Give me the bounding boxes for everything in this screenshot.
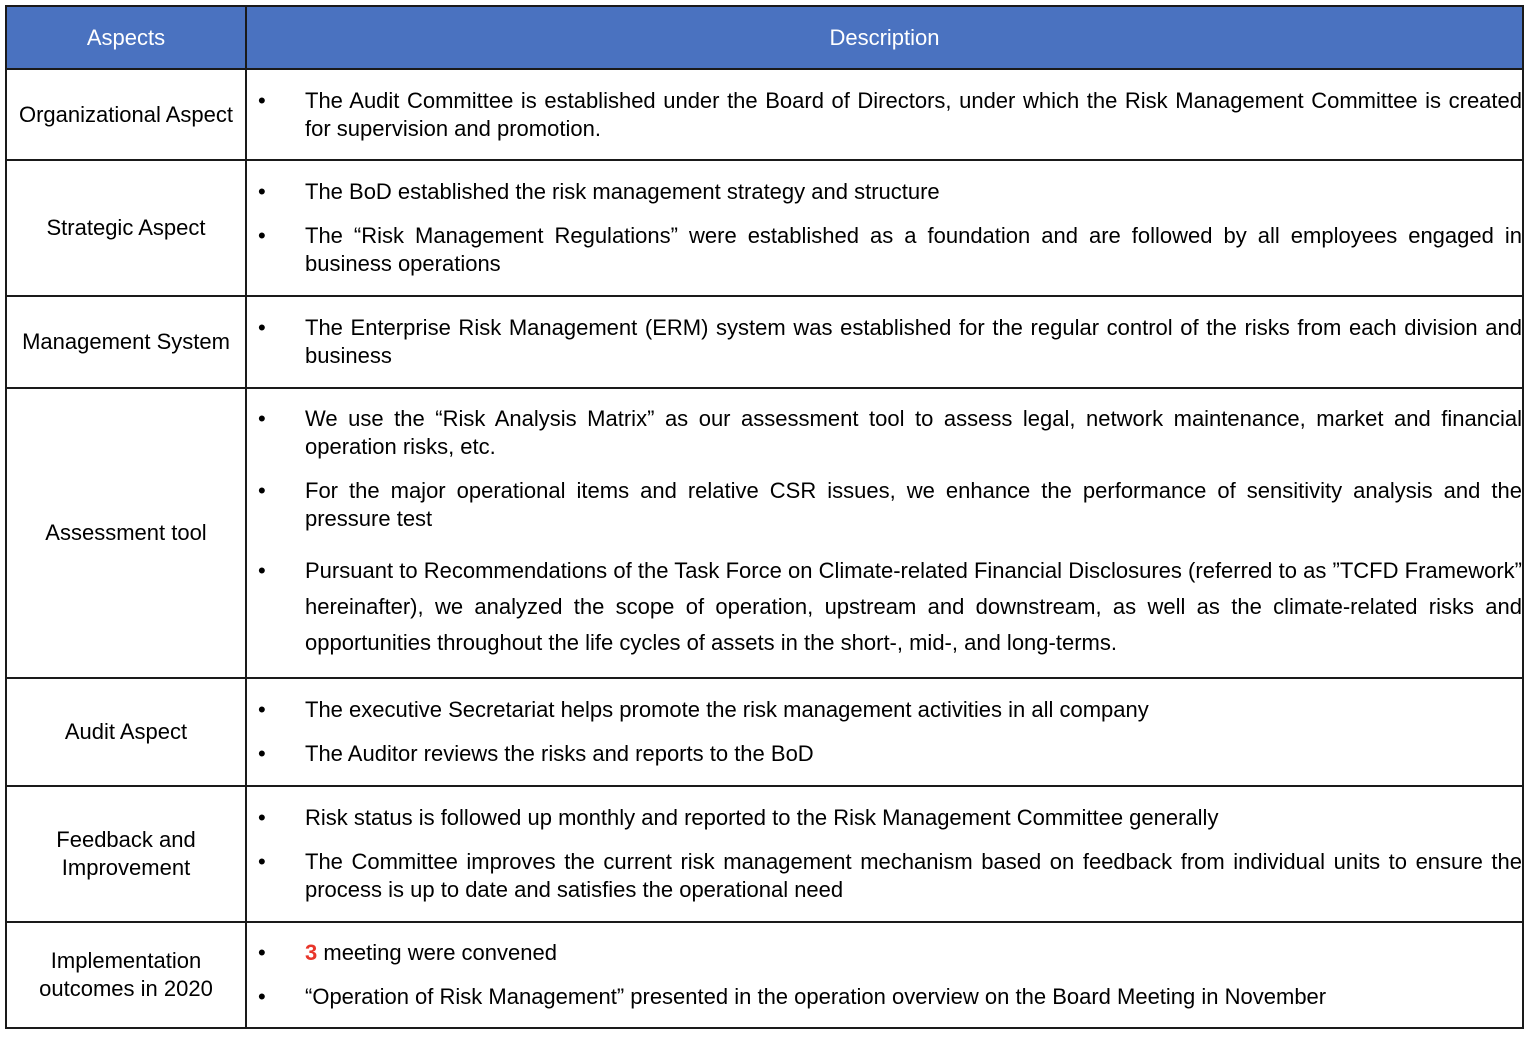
bullet-icon: • — [258, 478, 266, 503]
bullet-list — [247, 804, 1522, 904]
description-cell — [246, 922, 1523, 1028]
table-row — [6, 69, 1523, 160]
list-item-text: Risk status is followed up monthly and reported to the Risk Management Committee generally — [305, 805, 1219, 830]
list-item-text: We use the “Risk Analysis Matrix” as our assessment tool to assess legal, network maintenance, market and financial operation risks, etc. — [305, 406, 1522, 459]
list-item — [247, 178, 1522, 206]
bullet-icon: • — [258, 741, 266, 766]
bullet-icon: • — [258, 849, 266, 874]
bullet-icon: • — [258, 315, 266, 340]
list-item — [247, 222, 1522, 278]
bullet-icon: • — [258, 697, 266, 722]
list-item — [247, 553, 1522, 661]
aspect-cell: Feedback and Improvement — [6, 786, 246, 922]
header-aspects: Aspects — [6, 6, 246, 69]
bullet-icon: • — [258, 984, 266, 1009]
description-cell — [246, 296, 1523, 388]
bullet-icon: • — [258, 223, 266, 248]
table-row — [6, 678, 1523, 786]
risk-management-table — [5, 5, 1524, 1029]
description-cell — [246, 786, 1523, 922]
list-item — [247, 87, 1522, 143]
list-item-text: The BoD established the risk management strategy and structure — [305, 179, 940, 204]
table-row — [6, 296, 1523, 388]
aspect-cell: Assessment tool — [6, 388, 246, 678]
list-item-text: “Operation of Risk Management” presented in the operation overview on the Board Meeting in November — [305, 984, 1327, 1009]
list-item-text: Pursuant to Recommendations of the Task Force on Climate-related Financial Disclosures (referred to as ”TCFD Framework” hereinafter), we analyzed the scope of operation, upstream and downstream, as well as the climate-related risks and opportunities throughout the life cycles of assets in the short-, mid-, and long-terms. — [305, 558, 1522, 655]
bullet-icon: • — [258, 940, 266, 965]
list-item — [247, 477, 1522, 533]
description-cell — [246, 69, 1523, 160]
description-cell — [246, 388, 1523, 678]
list-item — [247, 939, 1522, 967]
list-item-text: The Auditor reviews the risks and reports to the BoD — [305, 741, 814, 766]
list-item — [247, 314, 1522, 370]
list-item-text: The “Risk Management Regulations” were established as a foundation and are followed by all employees engaged in business operations — [305, 223, 1522, 276]
table-row — [6, 786, 1523, 922]
bullet-icon: • — [258, 179, 266, 204]
header-row — [6, 6, 1523, 69]
header-description: Description — [246, 6, 1523, 69]
list-item-text: The Enterprise Risk Management (ERM) system was established for the regular control of the risks from each division and business — [305, 315, 1522, 368]
list-item — [247, 405, 1522, 461]
bullet-list — [247, 87, 1522, 143]
bullet-list — [247, 939, 1522, 1011]
aspect-cell: Organizational Aspect — [6, 69, 246, 160]
list-item-text: The executive Secretariat helps promote the risk management activities in all company — [305, 697, 1149, 722]
list-item-text: The Committee improves the current risk management mechanism based on feedback from individual units to ensure the process is up to date and satisfies the operational need — [305, 849, 1522, 902]
aspect-cell: Management System — [6, 296, 246, 388]
table-row — [6, 160, 1523, 296]
table-row — [6, 388, 1523, 678]
bullet-icon: • — [258, 87, 266, 113]
list-item — [247, 848, 1522, 904]
bullet-list — [247, 178, 1522, 278]
list-item — [247, 696, 1522, 724]
description-cell — [246, 160, 1523, 296]
aspect-cell: Audit Aspect — [6, 678, 246, 786]
aspect-cell: Implementation outcomes in 2020 — [6, 922, 246, 1028]
list-item-text: The Audit Committee is established under the Board of Directors, under which the Risk Management Committee is created for supervision and promotion. — [305, 87, 1522, 141]
list-item-text: meeting were convened — [317, 940, 557, 965]
aspect-cell: Strategic Aspect — [6, 160, 246, 296]
meeting-count: 3 — [305, 940, 318, 965]
bullet-icon: • — [258, 805, 266, 830]
description-cell — [246, 678, 1523, 786]
bullet-list — [247, 696, 1522, 768]
list-item — [247, 740, 1522, 768]
bullet-icon: • — [258, 406, 266, 431]
list-item — [247, 983, 1522, 1011]
bullet-list — [247, 314, 1522, 370]
bullet-icon: • — [258, 558, 266, 583]
table-row — [6, 922, 1523, 1028]
bullet-list — [247, 405, 1522, 661]
list-item — [247, 804, 1522, 832]
list-item-text: For the major operational items and relative CSR issues, we enhance the performance of sensitivity analysis and the pressure test — [305, 478, 1522, 531]
